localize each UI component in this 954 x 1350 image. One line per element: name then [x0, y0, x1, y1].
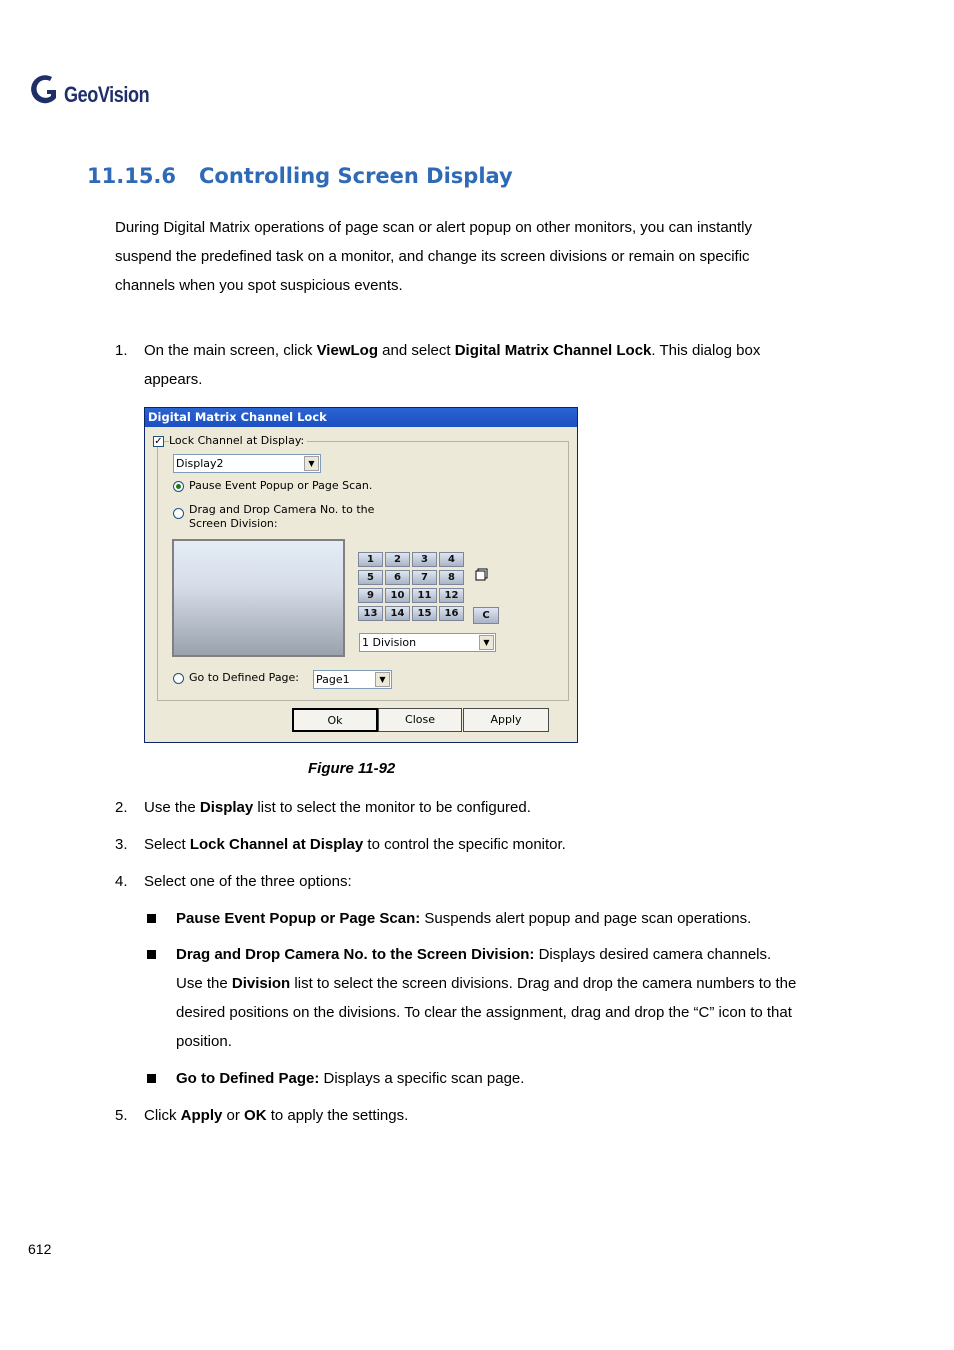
camera-number-button[interactable]: 12: [439, 588, 464, 603]
bullet-text: Drag and Drop Camera No. to the Screen Division: Displays desired camera channels.: [176, 946, 772, 963]
division-select[interactable]: [359, 633, 496, 652]
pause-label: Pause Event Popup or Page Scan.: [189, 479, 373, 492]
logo-swirl-icon: [30, 72, 64, 108]
bullet-text-cont: Use the Division list to select the screen divisions. Drag and drop the camera numbers to the: [176, 975, 797, 992]
step-number: 5.: [115, 1107, 128, 1124]
camera-number-button[interactable]: 7: [412, 570, 437, 585]
step-number: 1.: [115, 342, 128, 359]
camera-number-button[interactable]: 11: [412, 588, 437, 603]
drag-drop-label-line2: Screen Division:: [189, 517, 278, 530]
bullet-text: Go to Defined Page: Displays a specific scan page.: [176, 1070, 525, 1087]
bullet-pause: [147, 904, 847, 934]
step-text: Select Lock Channel at Display to control the specific monitor.: [144, 836, 566, 853]
step-number: 2.: [115, 799, 128, 816]
display-value: Display2: [176, 457, 224, 470]
bullet-text-cont: position.: [176, 1033, 232, 1050]
bullet-square-icon: [147, 1074, 156, 1083]
pause-radio[interactable]: [173, 481, 184, 492]
chevron-down-icon[interactable]: ▼: [304, 456, 319, 471]
camera-number-button[interactable]: 13: [358, 606, 383, 621]
apply-button[interactable]: Apply: [463, 708, 549, 732]
bullet-text-cont: desired positions on the divisions. To clear the assignment, drag and drop the “C” icon to that: [176, 1004, 792, 1021]
step-1: [115, 336, 835, 396]
page-value: Page1: [316, 673, 350, 686]
dialog-title: Digital Matrix Channel Lock: [145, 408, 577, 427]
clear-camera-button[interactable]: C: [473, 607, 499, 624]
bullet-text: Pause Event Popup or Page Scan: Suspends alert popup and page scan operations.: [176, 910, 752, 927]
logo-text: GeoVision: [64, 82, 150, 107]
step-text-cont: appears.: [144, 371, 203, 388]
camera-number-button[interactable]: 14: [385, 606, 410, 621]
section-title: Controlling Screen Display: [199, 164, 513, 188]
camera-number-button[interactable]: 9: [358, 588, 383, 603]
chevron-down-icon[interactable]: ▼: [479, 635, 494, 650]
step-text: On the main screen, click ViewLog and select Digital Matrix Channel Lock. This dialog box: [144, 342, 761, 359]
drag-drop-radio[interactable]: [173, 508, 184, 519]
defined-page-label: Go to Defined Page:: [189, 671, 300, 684]
chevron-down-icon[interactable]: ▼: [375, 672, 390, 687]
page-select[interactable]: [313, 670, 392, 689]
camera-number-button[interactable]: 3: [412, 552, 437, 567]
step-text: Click Apply or OK to apply the settings.: [144, 1107, 409, 1124]
step-2: [115, 793, 835, 823]
bullet-square-icon: [147, 914, 156, 923]
camera-number-button[interactable]: 10: [385, 588, 410, 603]
section-number: 11.15.6: [87, 164, 177, 188]
screen-division-preview[interactable]: [172, 539, 345, 657]
intro-line: suspend the predefined task on a monitor, and change its screen divisions or remain on specific: [115, 248, 750, 265]
ok-button[interactable]: Ok: [292, 708, 378, 732]
step-number: 3.: [115, 836, 128, 853]
channel-lock-dialog: [144, 407, 578, 743]
lock-channel-checkbox[interactable]: ✓: [154, 436, 163, 447]
camera-number-button[interactable]: 1: [358, 552, 383, 567]
intro-line: During Digital Matrix operations of page scan or alert popup on other monitors, you can instantly: [115, 219, 753, 236]
figure-caption: Figure 11-92: [308, 760, 396, 777]
intro-line: channels when you spot suspicious events.: [115, 277, 403, 294]
step-3: [115, 830, 835, 860]
step-number: 4.: [115, 873, 128, 890]
display-select[interactable]: [173, 454, 321, 473]
step-5: [115, 1101, 835, 1131]
bullet-square-icon: [147, 950, 156, 959]
camera-number-button[interactable]: 5: [358, 570, 383, 585]
camera-number-button[interactable]: 2: [385, 552, 410, 567]
bullet-defined-page: [147, 1064, 847, 1094]
camera-number-button[interactable]: 16: [439, 606, 464, 621]
close-button[interactable]: Close: [378, 708, 462, 732]
drag-drop-label-line1: Drag and Drop Camera No. to the: [189, 503, 375, 516]
camera-number-button[interactable]: 8: [439, 570, 464, 585]
camera-number-button[interactable]: 4: [439, 552, 464, 567]
step-text: Select one of the three options:: [144, 873, 352, 890]
section-heading: [87, 164, 513, 188]
geovision-logo: [30, 72, 180, 112]
division-value: 1 Division: [362, 636, 417, 649]
bullet-drag-drop: [147, 940, 847, 1060]
step-text: Use the Display list to select the monitor to be configured.: [144, 799, 531, 816]
intro-paragraph: [115, 213, 815, 300]
defined-page-radio[interactable]: [173, 673, 184, 684]
camera-number-button[interactable]: 15: [412, 606, 437, 621]
lock-channel-label: Lock Channel at Display:: [169, 434, 307, 447]
window-icon[interactable]: [475, 568, 488, 581]
step-4: [115, 867, 835, 897]
camera-number-button[interactable]: 6: [385, 570, 410, 585]
page-number: 612: [28, 1241, 52, 1257]
